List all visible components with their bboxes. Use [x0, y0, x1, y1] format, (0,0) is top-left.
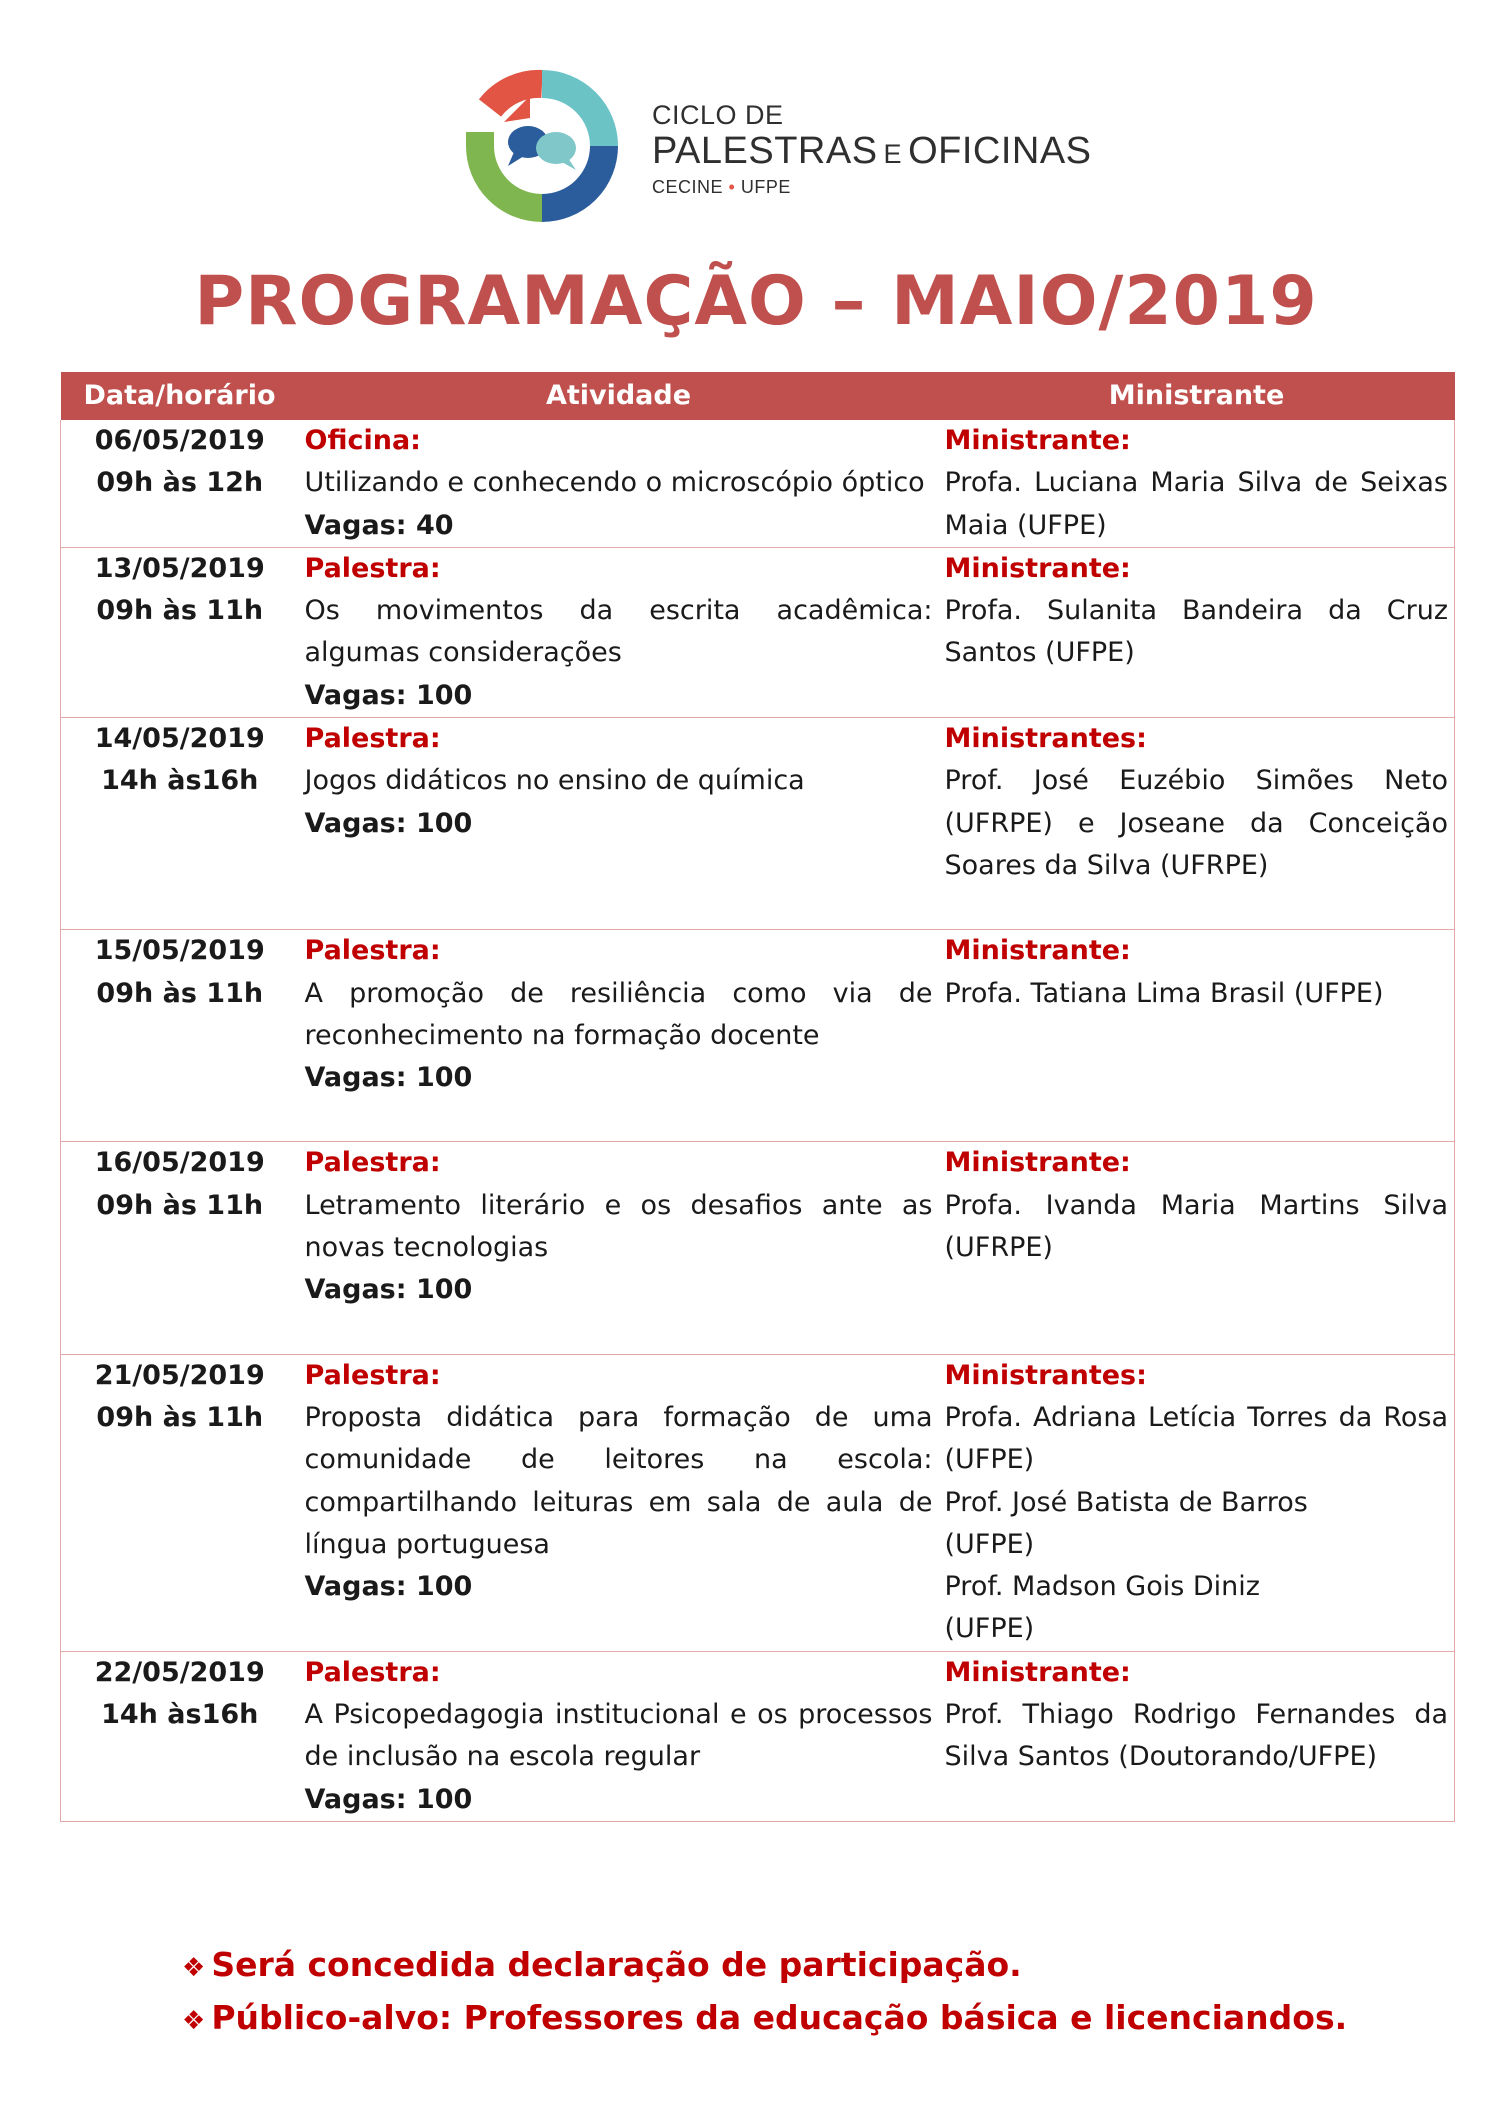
speaker-name: Profa. Tatiana Lima Brasil (UFPE)	[944, 977, 1384, 1009]
activity-cell	[299, 1354, 939, 1651]
time: 09h às 11h	[96, 595, 264, 627]
speaker-role: Ministrante:	[944, 425, 1131, 456]
logo-line-1: CICLO DE	[652, 100, 784, 130]
logo-palestras: PALESTRAS	[652, 130, 878, 172]
activity-cell	[299, 1651, 939, 1821]
activity-cell	[299, 1142, 939, 1354]
date-cell	[61, 930, 299, 1142]
speaker-cell	[939, 930, 1455, 1142]
activity-cell	[299, 930, 939, 1142]
vagas: Vagas: 100	[304, 1571, 473, 1603]
time: 09h às 11h	[96, 977, 264, 1009]
activity-type: Palestra:	[304, 1147, 441, 1179]
table-row	[61, 930, 1455, 1142]
activity-title: Utilizando e conhecendo o microscópio óptico	[304, 467, 925, 499]
table-row	[61, 547, 1455, 717]
diamond-bullet-icon: ❖	[182, 2006, 206, 2036]
date: 16/05/2019	[94, 1147, 265, 1179]
speaker-name: Profa. Ivanda Maria Martins Silva (UFRPE)	[944, 1189, 1448, 1264]
activity-cell	[299, 420, 939, 547]
speaker-cell	[939, 718, 1455, 930]
vagas: Vagas: 100	[304, 679, 473, 711]
speaker-role: Ministrante:	[944, 1656, 1131, 1688]
vagas: Vagas: 100	[304, 1062, 473, 1094]
date-cell	[61, 1651, 299, 1821]
diamond-bullet-icon: ❖	[182, 1953, 206, 1983]
activity-title: Jogos didáticos no ensino de química	[304, 765, 805, 797]
speaker-name: Profa. Luciana Maria Silva de Seixas Maia (UFPE)	[944, 467, 1448, 541]
note-item	[182, 1940, 1347, 1993]
header-date: Data/horário	[61, 372, 299, 420]
date: 15/05/2019	[94, 935, 265, 967]
activity-cell	[299, 547, 939, 717]
page-title: PROGRAMAÇÃO – MAIO/2019	[194, 262, 1318, 341]
speaker-name: Prof. José Batista de Barros (UFPE)	[944, 1486, 1308, 1560]
logo-cecine: CECINE	[652, 177, 724, 197]
logo-dot: •	[728, 177, 736, 197]
date-cell	[61, 547, 299, 717]
date: 22/05/2019	[94, 1656, 265, 1688]
speaker-cell	[939, 1142, 1455, 1354]
logo-line-3	[652, 175, 1092, 199]
speaker-cell	[939, 1651, 1455, 1821]
activity-title: Proposta didática para formação de uma comunidade de leitores na escola: compartilhando leituras em sala de aula de língua portuguesa	[304, 1401, 933, 1560]
time: 09h às 11h	[96, 1401, 264, 1433]
speaker-role: Ministrantes:	[944, 1359, 1147, 1391]
date: 06/05/2019	[94, 425, 265, 456]
vagas: Vagas: 100	[304, 1274, 473, 1306]
activity-type: Palestra:	[304, 935, 441, 967]
notes	[182, 1940, 1347, 2046]
speaker-name: Prof. Thiago Rodrigo Fernandes da Silva Santos (Doutorando/UFPE)	[944, 1699, 1448, 1773]
date-cell	[61, 1354, 299, 1651]
table-row	[61, 1354, 1455, 1651]
logo-ufpe: UFPE	[740, 177, 791, 197]
table-row	[61, 718, 1455, 930]
date-cell	[61, 420, 299, 547]
time: 14h às16h	[101, 765, 259, 797]
logo-oficinas: OFICINAS	[908, 130, 1092, 172]
activity-title: Letramento literário e os desafios ante as novas tecnologias	[304, 1189, 933, 1264]
activity-title: A Psicopedagogia institucional e os processos de inclusão na escola regular	[304, 1699, 933, 1773]
speaker-name: Prof. José Euzébio Simões Neto (UFRPE) e Joseane da Conceição Soares da Silva (UFRPE)	[944, 765, 1448, 881]
header-speaker: Ministrante	[939, 372, 1455, 420]
activity-type: Palestra:	[304, 723, 441, 755]
time: 14h às16h	[101, 1699, 259, 1731]
date: 13/05/2019	[94, 552, 265, 584]
speaker-name: Profa. Sulanita Bandeira da Cruz Santos (UFPE)	[944, 595, 1448, 669]
logo-text	[652, 100, 1092, 199]
speech-ring-icon	[452, 56, 632, 236]
logo-e: E	[883, 139, 903, 169]
activity-title: Os movimentos da escrita acadêmica: algumas considerações	[304, 595, 933, 669]
speaker-name: Prof. Madson Gois Diniz (UFPE)	[944, 1571, 1260, 1645]
note-text: Público-alvo: Professores da educação básica e licenciandos.	[211, 1998, 1348, 2037]
activity-cell	[299, 718, 939, 930]
speaker-cell	[939, 420, 1455, 547]
speaker-role: Ministrante:	[944, 1147, 1131, 1179]
note-item	[182, 1993, 1347, 2046]
logo-line-2	[652, 130, 1092, 175]
time: 09h às 11h	[96, 1189, 264, 1221]
date: 21/05/2019	[94, 1359, 265, 1391]
date-cell	[61, 718, 299, 930]
date-cell	[61, 1142, 299, 1354]
time: 09h às 12h	[96, 467, 264, 499]
vagas: Vagas: 100	[304, 1783, 473, 1815]
activity-title: A promoção de resiliência como via de reconhecimento na formação docente	[304, 977, 933, 1051]
speaker-role: Ministrante:	[944, 935, 1131, 967]
speaker-role: Ministrante:	[944, 552, 1131, 584]
table-row	[61, 1142, 1455, 1354]
activity-type: Palestra:	[304, 552, 441, 584]
speaker-cell	[939, 1354, 1455, 1651]
activity-type: Palestra:	[304, 1656, 441, 1688]
activity-type: Palestra:	[304, 1359, 441, 1391]
note-text: Será concedida declaração de participação.	[211, 1945, 1022, 1984]
activity-type: Oficina:	[304, 425, 421, 456]
vagas: Vagas: 40	[304, 509, 454, 541]
schedule-table	[60, 372, 1455, 1822]
vagas: Vagas: 100	[304, 807, 473, 839]
speaker-name: Profa. Adriana Letícia Torres da Rosa (UFPE)	[944, 1401, 1448, 1476]
table-header-row	[61, 372, 1455, 420]
speaker-role: Ministrantes:	[944, 723, 1147, 755]
speaker-cell	[939, 547, 1455, 717]
header-activity: Atividade	[299, 372, 939, 420]
table-row	[61, 1651, 1455, 1821]
date: 14/05/2019	[94, 723, 265, 755]
logo	[452, 56, 1092, 236]
table-row	[61, 420, 1455, 547]
